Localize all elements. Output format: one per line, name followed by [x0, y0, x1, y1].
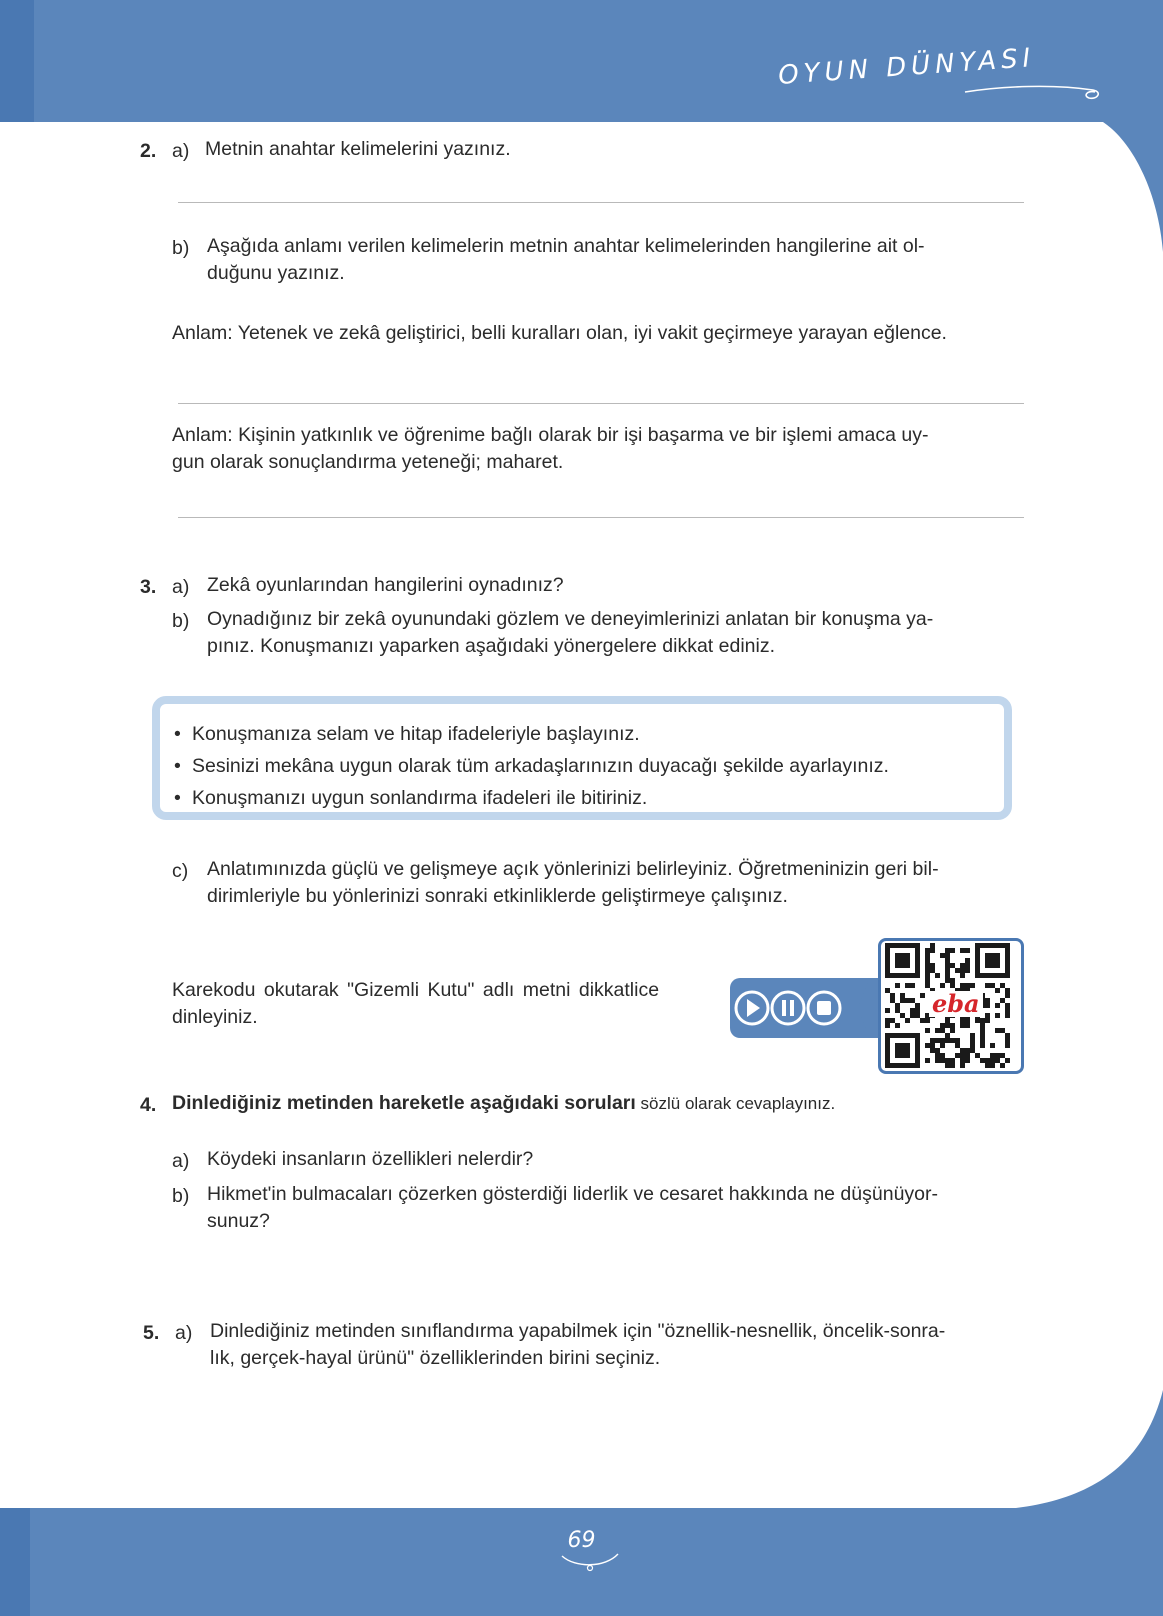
answer-line [178, 202, 1024, 203]
guideline-item: • Sesinizi mekâna uygun olarak tüm arkadaşlarınızın duyacağı şekilde ayarlayınız. [174, 755, 889, 777]
q5-a-text-1: Dinlediğiniz metinden sınıflandırma yapabilmek için "öznellik-nesnellik, öncelik-sonra- [210, 1320, 946, 1342]
q3-a-label: a) [172, 576, 190, 598]
q2-b-text-1: Aşağıda anlamı verilen kelimelerin metnin anahtar kelimelerinden hangilerine ait ol- [207, 235, 925, 257]
q4-a-text: Köydeki insanların özellikleri nelerdir? [207, 1148, 534, 1170]
q4-b-label: b) [172, 1185, 190, 1207]
answer-line [178, 517, 1024, 518]
header-curve [1103, 122, 1163, 252]
page-number-curl [560, 1548, 620, 1574]
q5-number: 5. [143, 1322, 160, 1344]
footer-curve [993, 1390, 1163, 1510]
footer-tab [0, 1508, 30, 1616]
q2-number: 2. [140, 140, 157, 162]
q4-title [172, 1090, 835, 1117]
answer-line [178, 403, 1024, 404]
q2-b-text-2: duğunu yazınız. [207, 262, 345, 284]
guidelines-list [160, 704, 1004, 814]
q2-a-label: a) [172, 140, 190, 162]
q4-a-label: a) [172, 1150, 190, 1172]
stop-icon[interactable] [808, 992, 840, 1024]
q4-title-tail: sözlü olarak cevaplayınız. [635, 1094, 836, 1113]
play-icon[interactable] [736, 992, 768, 1024]
meaning-label: Anlam: [172, 322, 233, 344]
meaning-2-text-1: Kişinin yatkınlık ve öğrenime bağlı olarak bir işi başarma ve bir işlemi amaca uy- [232, 424, 929, 446]
header-tab [0, 0, 34, 122]
eba-logo: eba [929, 991, 983, 1017]
q3-b-text-2: pınız. Konuşmanızı yaparken aşağıdaki yönergelere dikkat ediniz. [207, 635, 775, 657]
pause-icon[interactable] [772, 992, 804, 1024]
meaning-1 [172, 320, 947, 347]
brand-underline [963, 68, 1103, 108]
guideline-item: • Konuşmanıza selam ve hitap ifadeleriyle başlayınız. [174, 723, 640, 745]
meaning-label: Anlam: [172, 424, 233, 446]
meaning-1-text: Yetenek ve zekâ geliştirici, belli kuralları olan, iyi vakit geçirmeye yarayan eğlence. [232, 322, 947, 344]
meaning-2-text-2: gun olarak sonuçlandırma yeteneği; maharet. [172, 451, 564, 473]
q2-b-label: b) [172, 237, 190, 259]
meaning-2 [172, 422, 928, 449]
qr-note-line-1: Karekodu okutarak "Gizemli Kutu" adlı metni dikkatlice [172, 979, 660, 1001]
q5-a-label: a) [175, 1322, 193, 1344]
audio-player [730, 978, 888, 1038]
brand-title: OYUN DÜNYASI [776, 43, 1036, 91]
q2-a-text: Metnin anahtar kelimelerini yazınız. [205, 138, 511, 160]
q3-b-label: b) [172, 610, 190, 632]
guideline-item: • Konuşmanızı uygun sonlandırma ifadeleri ile bitiriniz. [174, 787, 648, 809]
q4-b-text-1: Hikmet'in bulmacaları çözerken gösterdiği liderlik ve cesaret hakkında ne düşünüyor- [207, 1183, 938, 1205]
q4-number: 4. [140, 1094, 157, 1116]
guidelines-box [152, 696, 1012, 820]
q3-b-text-1: Oynadığınız bir zekâ oyunundaki gözlem ve deneyimlerinizi anlatan bir konuşma ya- [207, 608, 934, 630]
qr-note-line-2: dinleyiniz. [172, 1006, 258, 1028]
q4-b-text-2: sunuz? [207, 1210, 270, 1232]
q3-c-text-2: dirimleriyle bu yönlerinizi sonraki etkinliklerde geliştirmeye çalışınız. [207, 885, 788, 907]
page-number: 69 [567, 1528, 596, 1553]
q3-number: 3. [140, 576, 157, 598]
q5-a-text-2: lık, gerçek-hayal ürünü" özelliklerinden birini seçiniz. [210, 1347, 661, 1369]
q3-c-label: c) [172, 860, 189, 882]
q4-title-bold: Dinlediğiniz metinden hareketle aşağıdaki soruları [172, 1092, 636, 1114]
qr-code[interactable] [878, 938, 1024, 1074]
q3-c-text-1: Anlatımınızda güçlü ve gelişmeye açık yönlerinizi belirleyiniz. Öğretmeninizin geri bil- [207, 858, 939, 880]
q3-a-text: Zekâ oyunlarından hangilerini oynadınız? [207, 574, 564, 596]
